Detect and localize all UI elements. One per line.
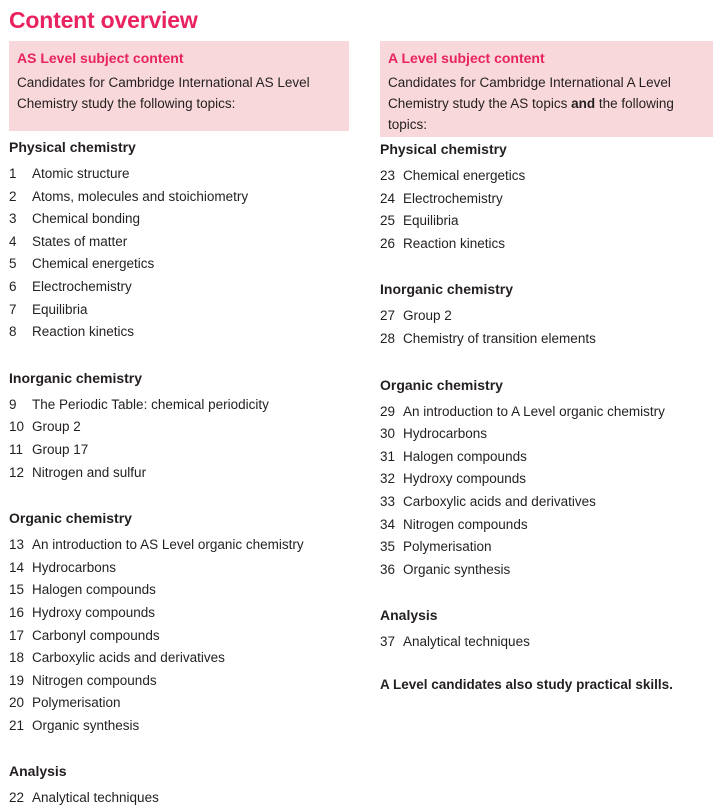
as-level-intro-heading: AS Level subject content	[17, 50, 184, 66]
topic-label: An introduction to A Level organic chemistry	[403, 403, 665, 419]
section-heading: Inorganic chemistry	[9, 369, 143, 386]
topic-number: 7	[9, 301, 17, 317]
topic-list	[9, 534, 349, 737]
topic-label: Carboxylic acids and derivatives	[32, 650, 225, 666]
list-item	[9, 534, 349, 557]
intro-body-segment: and	[571, 96, 596, 111]
section-heading: Analysis	[380, 607, 438, 624]
topic-list	[9, 787, 349, 810]
topic-label: Hydroxy compounds	[403, 471, 527, 487]
topic-number: 26	[380, 235, 396, 251]
list-item	[380, 305, 713, 328]
a-level-practical-skills-note: A Level candidates also study practical skills.	[380, 676, 673, 692]
topic-label: Atomic structure	[32, 166, 130, 181]
topic-number: 20	[9, 695, 25, 711]
topic-label: Hydroxy compounds	[32, 604, 156, 620]
topic-label: Atoms, molecules and stoichiometry	[32, 188, 249, 204]
topic-number: 31	[380, 448, 396, 464]
topic-number: 8	[9, 324, 17, 340]
topic-number: 22	[9, 790, 25, 806]
list-item	[9, 416, 349, 439]
topic-label: Reaction kinetics	[403, 235, 506, 251]
topic-number: 24	[380, 190, 396, 206]
topic-number: 37	[380, 634, 396, 650]
topic-number: 2	[9, 188, 17, 204]
list-item	[9, 579, 349, 602]
list-item	[9, 231, 349, 254]
list-item	[380, 491, 713, 514]
topic-number: 35	[380, 539, 396, 555]
list-item	[380, 468, 713, 491]
list-item	[380, 631, 713, 654]
topic-label: Carbonyl compounds	[32, 627, 160, 643]
topic-number: 3	[9, 211, 17, 227]
intro-body-segment: Candidates for Cambridge International AS Level Chemistry study the following topics:	[17, 75, 310, 111]
topic-label: Halogen compounds	[32, 582, 156, 598]
list-item	[380, 233, 713, 256]
list-item	[380, 559, 713, 582]
list-item	[9, 557, 349, 580]
topic-number: 11	[9, 441, 24, 457]
list-item	[9, 299, 349, 322]
list-item	[9, 394, 349, 417]
section-heading: Physical chemistry	[9, 139, 136, 155]
list-item	[9, 647, 349, 670]
topic-label: Hydrocarbons	[32, 559, 117, 575]
column-a-level	[380, 41, 713, 695]
list-item	[9, 253, 349, 276]
topic-list	[9, 163, 349, 344]
topic-number: 6	[9, 278, 17, 294]
list-item	[380, 328, 713, 351]
list-item	[9, 625, 349, 648]
topic-label: Reaction kinetics	[32, 324, 135, 340]
topic-number: 21	[9, 717, 25, 733]
topic-number: 29	[380, 403, 396, 419]
intro-body-segment: Candidates for Cambridge International A Level Chemistry study the AS topics	[388, 75, 671, 111]
topic-label: The Periodic Table: chemical periodicity	[32, 396, 269, 412]
topic-label: Electrochemistry	[403, 190, 503, 206]
topic-number: 14	[9, 559, 25, 575]
topic-number: 9	[9, 396, 17, 412]
topic-number: 36	[380, 561, 396, 577]
topic-number: 34	[380, 516, 396, 532]
topic-label: Chemical energetics	[32, 256, 155, 272]
topic-number: 13	[9, 537, 25, 553]
topic-label: Group 17	[32, 441, 89, 457]
topic-label: Carboxylic acids and derivatives	[403, 493, 596, 509]
list-item	[9, 670, 349, 693]
topic-label: Polymerisation	[32, 695, 121, 711]
list-item	[9, 462, 349, 485]
a-level-intro-box	[380, 41, 713, 137]
topic-label: Hydrocarbons	[403, 426, 488, 442]
topic-number: 33	[380, 493, 396, 509]
topic-number: 15	[9, 582, 25, 598]
topic-label: Analytical techniques	[32, 790, 159, 806]
topic-label: Organic synthesis	[403, 561, 511, 577]
topic-list	[380, 631, 713, 654]
topic-list	[380, 165, 713, 255]
as-level-intro-box	[9, 41, 349, 131]
list-item	[9, 163, 349, 186]
list-item	[9, 602, 349, 625]
list-item	[380, 423, 713, 446]
topic-number: 23	[380, 168, 396, 183]
topic-label: Halogen compounds	[403, 448, 527, 464]
topic-label: Chemical bonding	[32, 211, 141, 227]
topic-label: Group 2	[32, 419, 81, 435]
list-item	[9, 439, 349, 462]
list-item	[9, 276, 349, 299]
topic-number: 10	[9, 419, 25, 435]
topic-label: Nitrogen compounds	[32, 672, 157, 688]
topic-label: Analytical techniques	[403, 634, 530, 650]
list-item	[9, 321, 349, 344]
section-heading: Physical chemistry	[380, 141, 507, 157]
intro-body-segment: the following topics:	[388, 96, 674, 132]
page-title: Content overview	[9, 7, 198, 33]
list-item	[9, 186, 349, 209]
topic-number: 12	[9, 464, 25, 480]
section-heading: Analysis	[9, 763, 67, 780]
topic-label: States of matter	[32, 233, 128, 249]
list-item	[9, 787, 349, 810]
section-heading: Organic chemistry	[9, 510, 132, 527]
topic-number: 27	[380, 308, 396, 324]
list-item	[9, 692, 349, 715]
list-item	[380, 210, 713, 233]
list-item	[380, 401, 713, 424]
section-heading: Inorganic chemistry	[380, 281, 514, 298]
topic-number: 19	[9, 672, 25, 688]
as-level-intro-body	[17, 72, 341, 114]
topic-label: An introduction to AS Level organic chemistry	[32, 537, 304, 553]
list-item	[380, 514, 713, 537]
topic-list	[9, 394, 349, 484]
topic-label: Equilibria	[403, 213, 459, 229]
topic-number: 25	[380, 213, 396, 229]
list-item	[9, 715, 349, 738]
topic-number: 30	[380, 426, 396, 442]
topic-label: Electrochemistry	[32, 278, 132, 294]
topic-number: 28	[380, 330, 396, 346]
topic-number: 1	[9, 166, 17, 181]
topic-number: 18	[9, 650, 25, 666]
content-columns	[9, 41, 712, 810]
topic-label: Group 2	[403, 308, 452, 324]
section-heading: Organic chemistry	[380, 376, 503, 393]
topic-number: 17	[9, 627, 25, 643]
topic-label: Chemical energetics	[403, 168, 526, 183]
topic-label: Polymerisation	[403, 539, 492, 555]
topic-label: Nitrogen and sulfur	[32, 464, 147, 480]
column-as-level	[9, 41, 349, 810]
list-item	[380, 446, 713, 469]
topic-number: 32	[380, 471, 396, 487]
list-item	[380, 188, 713, 211]
topic-list	[380, 401, 713, 582]
topic-list	[380, 305, 713, 350]
topic-number: 4	[9, 233, 17, 249]
list-item	[380, 536, 713, 559]
list-item	[9, 208, 349, 231]
a-level-intro-body	[388, 72, 705, 135]
topic-label: Organic synthesis	[32, 717, 140, 733]
topic-label: Equilibria	[32, 301, 88, 317]
topic-number: 5	[9, 256, 17, 272]
topic-label: Nitrogen compounds	[403, 516, 528, 532]
topic-label: Chemistry of transition elements	[403, 330, 596, 346]
topic-number: 16	[9, 604, 25, 620]
a-level-intro-heading: A Level subject content	[388, 50, 545, 66]
list-item	[380, 165, 713, 188]
